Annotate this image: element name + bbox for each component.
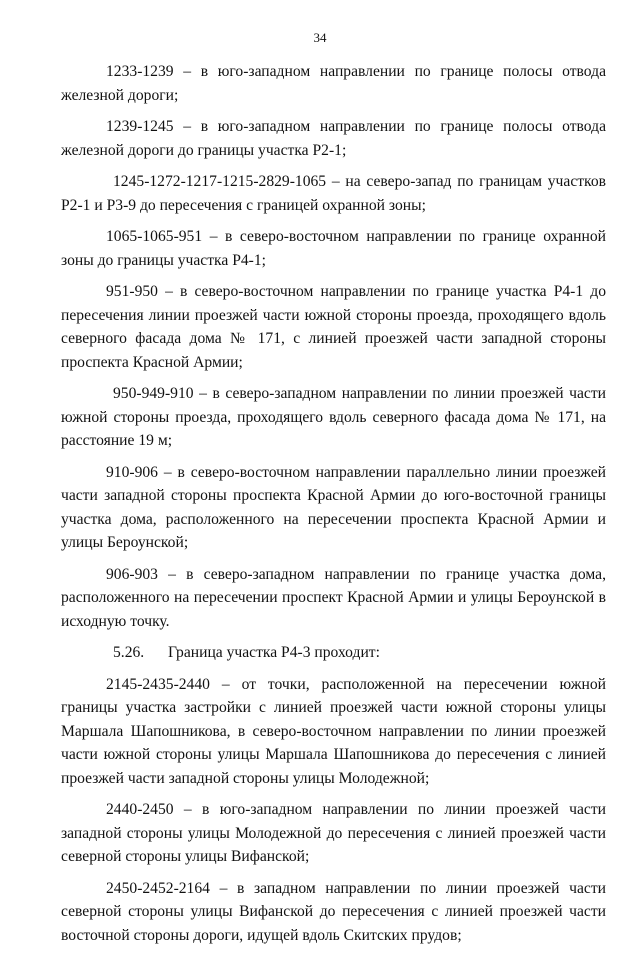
paragraph-1065-951: 1065-1065-951 – в северо-восточном направлении по границе охранной зоны до границы участка Р4-1; [61, 228, 606, 269]
paragraph-1233-1239: 1233-1239 – в юго-западном направлении по границе полосы отвода железной дороги; [61, 63, 606, 104]
section-heading [61, 641, 606, 665]
paragraph-1245-1065: 1245-1272-1217-1215-2829-1065 – на северо-запад по границам участков Р2-1 и Р3-9 до пересечения с границей охранной зоны; [61, 173, 606, 214]
paragraph-906-903: 906-903 – в северо-западном направлении по границе участка дома, расположенного на пересечении проспект Красной Армии и улицы Бероунской в исходную точку. [61, 565, 606, 630]
document-body [61, 60, 606, 955]
paragraph-2440-2450: 2440-2450 – в юго-западном направлении по линии проезжей части западной стороны улицы Молодежной до пересечения с линией проезжей части северной стороны улицы Вифанской; [61, 801, 606, 865]
paragraph-2145-2440: 2145-2435-2440 – от точки, расположенной на пересечении южной границы участка застройки с линией проезжей части южной стороны улицы Маршала Шапошникова, в северо-восточном направлении по линии проезжей части южной стороны улицы Маршала Шапошникова до пересечения с линией проезжей части западной стороны улицы Молодежной; [61, 675, 606, 787]
page-number: 34 [313, 30, 327, 45]
section-number: 5.26. [113, 644, 145, 661]
paragraph-2450-2164: 2450-2452-2164 – в западном направлении по линии проезжей части северной стороны улицы Вифанской до пересечения с линией проезжей части восточной стороны дороги, идущей вдоль Скитских прудов; [61, 879, 606, 944]
paragraph-1239-1245: 1239-1245 – в юго-западном направлении по границе полосы отвода железной дороги до границы участка Р2-1; [61, 118, 606, 159]
section-title: Граница участка Р4-3 проходит: [168, 644, 380, 661]
paragraph-950-910: 950-949-910 – в северо-западном направлении по линии проезжей части южной стороны проезда, проходящего вдоль северного фасада дома № 171, на расстояние 19 м; [61, 385, 606, 449]
paragraph-910-906: 910-906 – в северо-восточном направлении параллельно линии проезжей части западной стороны проспекта Красной Армии до юго-восточной границы участка дома, расположенного на пересечении проспекта Красной Армии и улицы Бероунской; [61, 463, 606, 551]
paragraph-951-950: 951-950 – в северо-восточном направлении по границе участка Р4-1 до пересечения линии проезжей части южной стороны проезда, проходящего вдоль северного фасада дома № 171, с линией проезжей части западной стороны проспекта Красной Армии; [61, 283, 606, 371]
